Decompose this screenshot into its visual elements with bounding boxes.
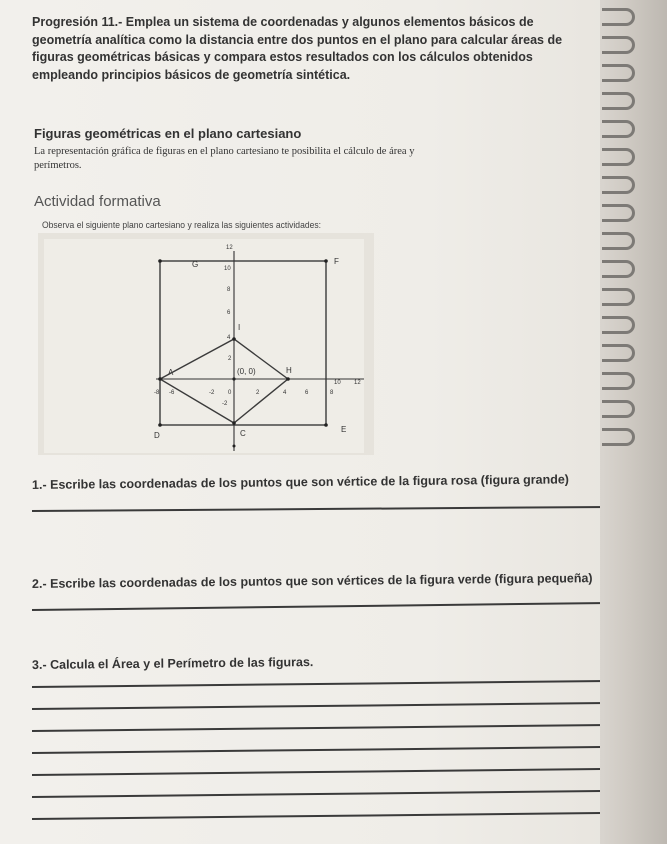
binding-ring bbox=[602, 120, 635, 138]
y-tick-label: 12 bbox=[226, 245, 233, 251]
point-label-h: H bbox=[286, 366, 292, 375]
x-tick-label: -8 bbox=[154, 390, 160, 396]
point-label-g: G bbox=[192, 260, 199, 269]
vertex-e bbox=[324, 423, 328, 427]
point-label-c: C bbox=[240, 429, 246, 438]
binding-ring bbox=[602, 260, 635, 278]
marker-point bbox=[233, 445, 236, 448]
cartesian-plane-figure bbox=[38, 233, 374, 455]
x-tick-label: 8 bbox=[330, 390, 334, 396]
binding-ring bbox=[602, 372, 635, 390]
answer-line-2[interactable] bbox=[32, 602, 620, 611]
intro-text: La representación gráfica de figuras en el plano cartesiano te posibilita el cálculo de área y perímetros. bbox=[34, 146, 415, 171]
point-label-e: E bbox=[341, 425, 347, 434]
binding-ring bbox=[602, 288, 635, 306]
question-3: 3.- Calcula el Área y el Perímetro de las figuras. bbox=[31, 655, 314, 672]
vertex-d bbox=[158, 423, 162, 427]
point-label-origin: (0, 0) bbox=[237, 367, 256, 376]
vertex-g bbox=[158, 259, 162, 263]
notebook-binding bbox=[600, 0, 667, 844]
vertex-i bbox=[232, 337, 236, 341]
binding-ring bbox=[602, 92, 635, 110]
progression-heading: Progresión 11.- Emplea un sistema de coordenadas y algunos elementos básicos de geometría analítica como la distancia entre dos puntos en el plano para calcular áreas de figuras geométricas básicas y compara estos resultados con los cálculos obtenidos empleando principios básicos de geometría sintética. bbox=[32, 15, 563, 82]
x-tick-label: 0 bbox=[228, 390, 232, 396]
vertex-h bbox=[286, 377, 290, 381]
answer-line-6[interactable] bbox=[32, 746, 636, 754]
x-tick-label: 2 bbox=[256, 390, 260, 396]
question-1: 1.- Escribe las coordenadas de los puntos que son vértice de la figura rosa (figura grande) bbox=[31, 472, 569, 492]
y-tick-label: 10 bbox=[224, 266, 231, 272]
answer-line-8[interactable] bbox=[32, 790, 638, 798]
x-tick-label: -2 bbox=[209, 390, 215, 396]
binding-ring bbox=[602, 232, 635, 250]
y-tick-label: 4 bbox=[227, 335, 231, 341]
y-tick-label: 8 bbox=[227, 287, 231, 293]
x-tick-label: -6 bbox=[169, 390, 175, 396]
binding-ring bbox=[602, 64, 635, 82]
vertex-c bbox=[232, 421, 236, 425]
binding-ring bbox=[602, 204, 635, 222]
vertex-a bbox=[158, 377, 162, 381]
answer-line-5[interactable] bbox=[32, 724, 634, 732]
point-label-f: F bbox=[334, 257, 339, 266]
x-tick-label: 12 bbox=[354, 380, 361, 386]
section-title: Figuras geométricas en el plano cartesiano bbox=[34, 126, 302, 141]
question-2: 2.- Escribe las coordenadas de los puntos que son vértices de la figura verde (figura pequeña) bbox=[31, 571, 593, 591]
y-tick-label: 2 bbox=[228, 356, 232, 362]
answer-line-1[interactable] bbox=[32, 506, 610, 512]
answer-line-9[interactable] bbox=[32, 812, 638, 820]
binding-ring bbox=[602, 400, 635, 418]
origin-point bbox=[232, 377, 235, 380]
x-tick-label: 4 bbox=[283, 390, 287, 396]
formative-activity-title: Actividad formativa bbox=[34, 193, 161, 210]
binding-ring bbox=[602, 148, 635, 166]
y-tick-label: -2 bbox=[222, 401, 228, 407]
binding-ring bbox=[602, 176, 635, 194]
x-tick-label: 6 bbox=[305, 390, 309, 396]
binding-ring bbox=[602, 8, 635, 26]
instruction-text: Observa el siguiente plano cartesiano y realiza las siguientes actividades: bbox=[42, 220, 321, 231]
point-label-i: I bbox=[238, 323, 241, 332]
x-tick-label: 10 bbox=[334, 380, 341, 386]
vertex-f bbox=[324, 259, 328, 263]
binding-ring bbox=[602, 428, 635, 446]
answer-line-7[interactable] bbox=[32, 768, 636, 776]
answer-line-3[interactable] bbox=[32, 680, 632, 688]
binding-ring bbox=[602, 344, 635, 362]
answer-line-4[interactable] bbox=[32, 702, 632, 710]
binding-ring bbox=[602, 316, 635, 334]
point-label-d: D bbox=[154, 431, 160, 440]
y-tick-label: 6 bbox=[227, 310, 231, 316]
point-label-a: A bbox=[168, 368, 174, 377]
binding-ring bbox=[602, 36, 635, 54]
